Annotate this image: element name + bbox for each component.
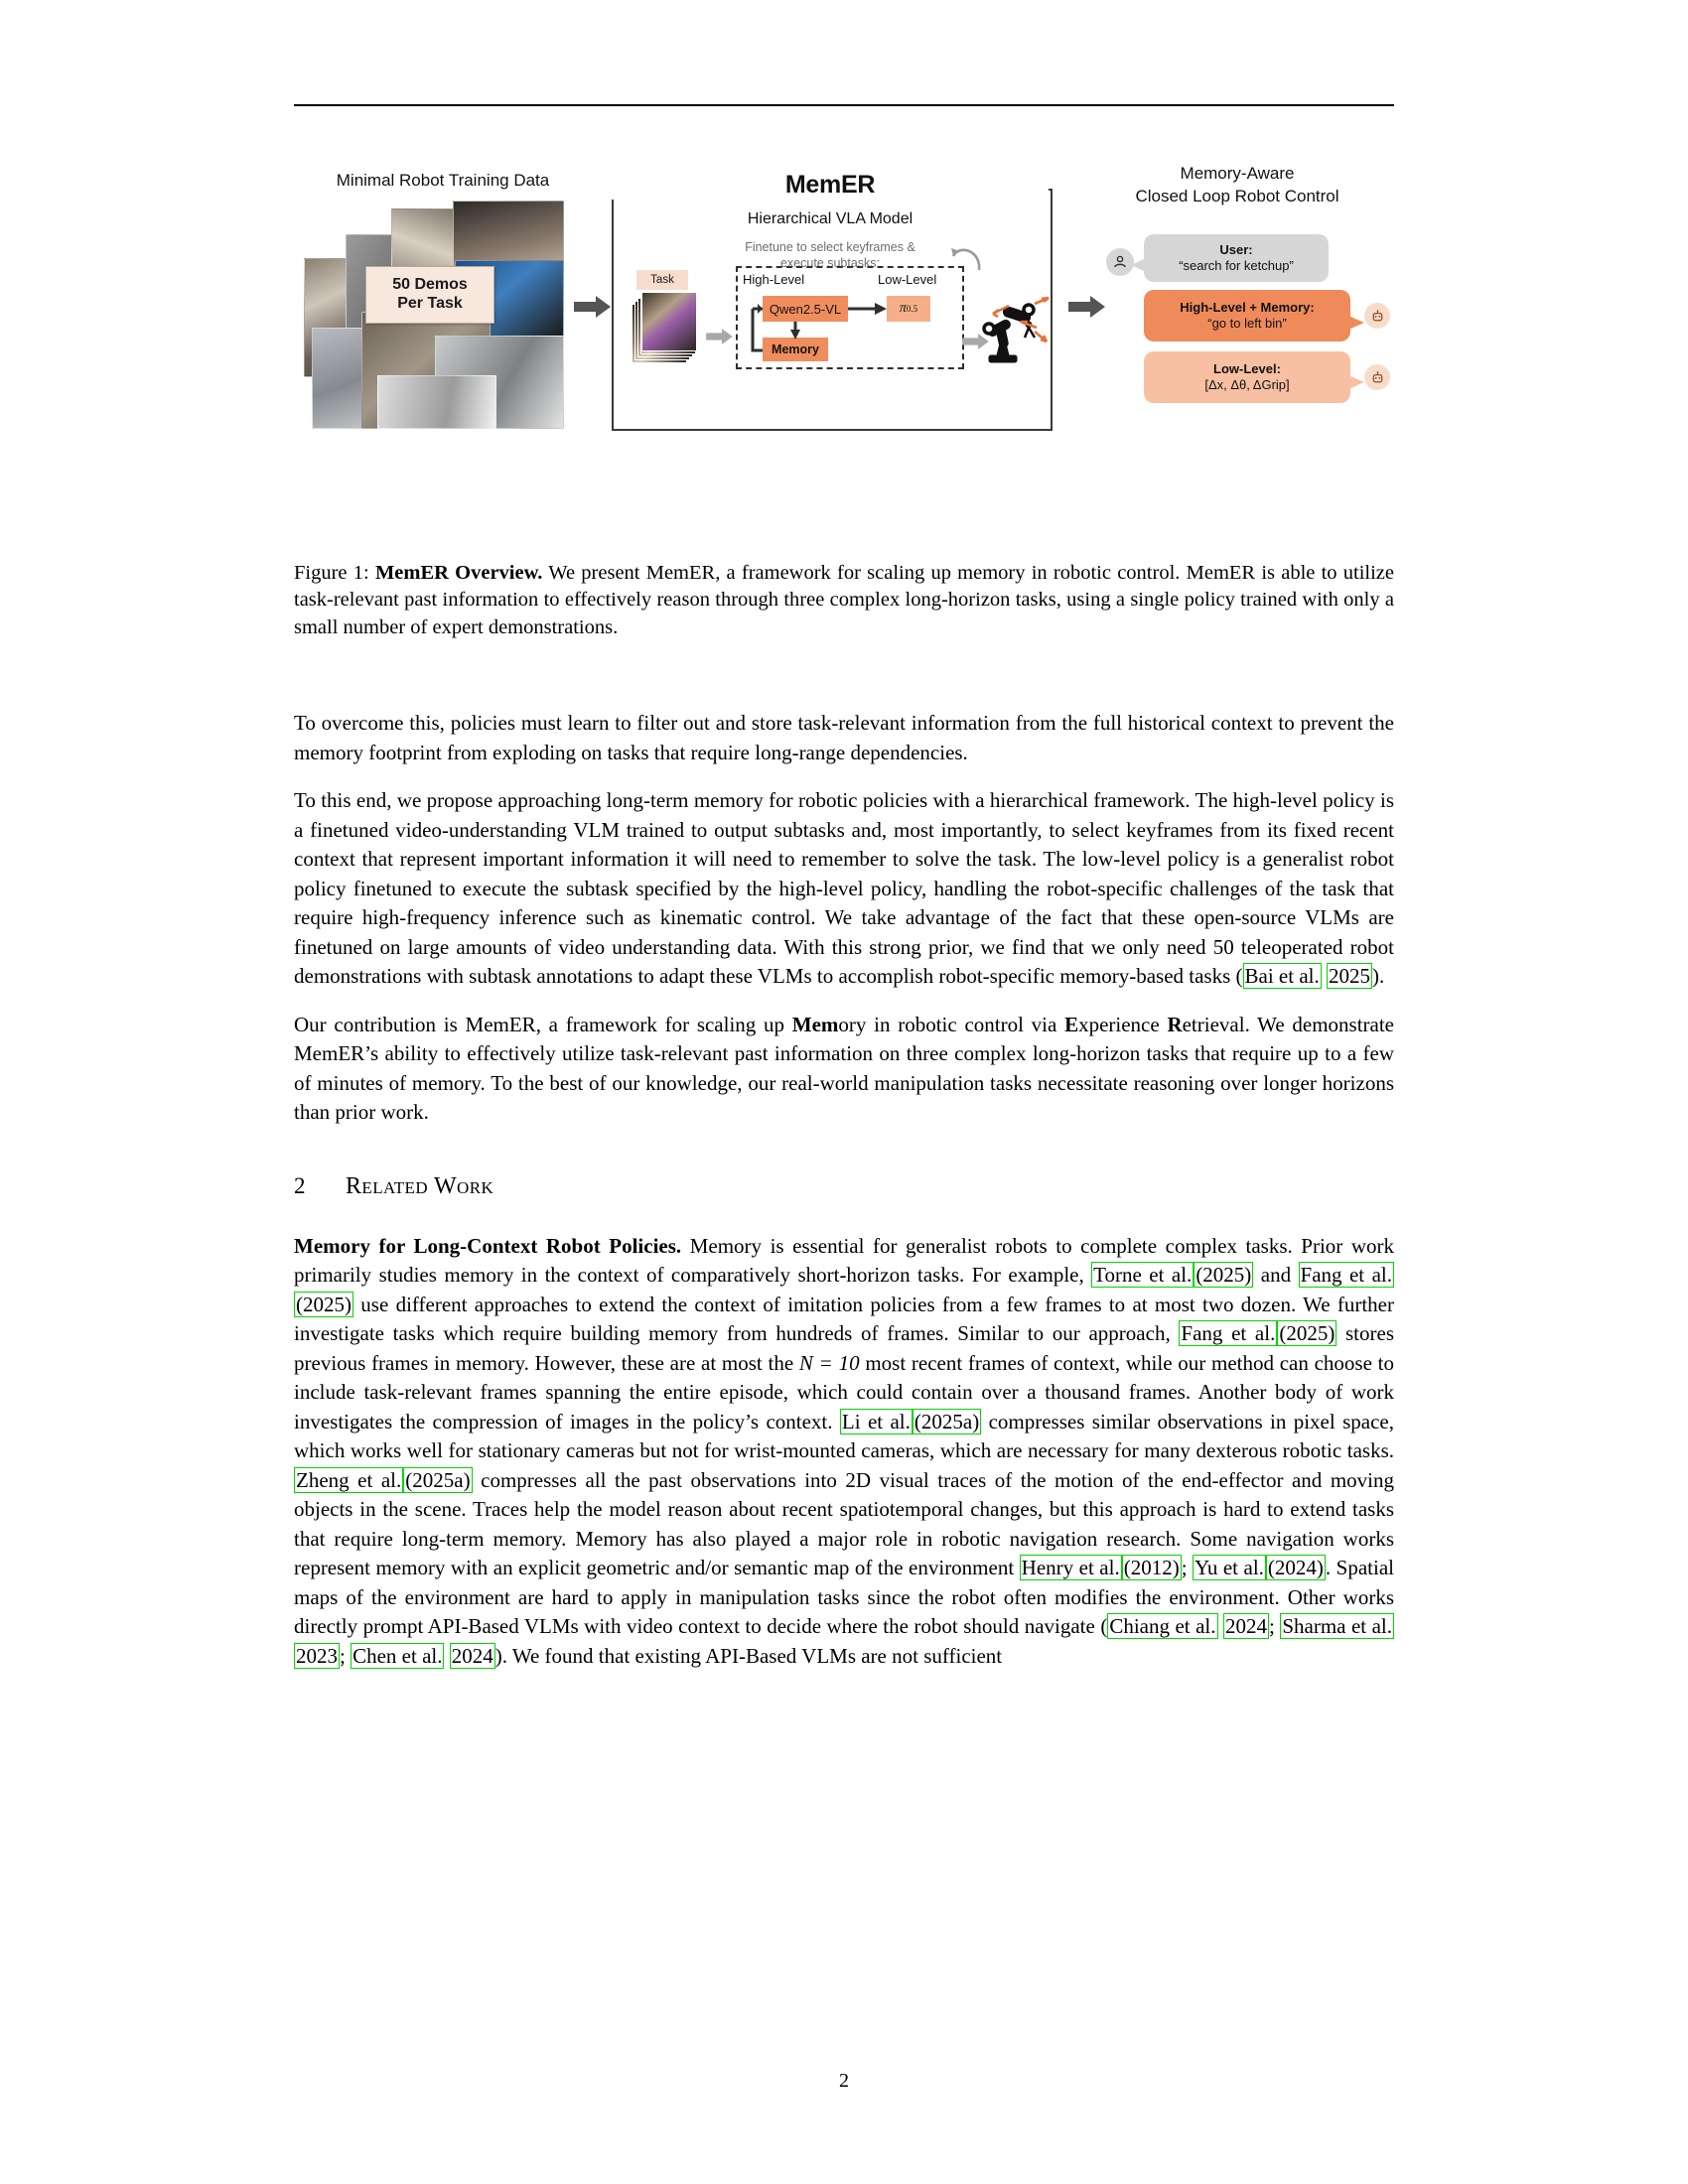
citation-fang2-author[interactable] <box>1179 1320 1277 1346</box>
paragraph-contribution <box>294 1011 1394 1128</box>
citation-li-author[interactable] <box>840 1409 913 1434</box>
figure-caption-label: Figure 1: <box>294 562 369 584</box>
bubble-user-text: “search for ketchup” <box>1179 258 1294 273</box>
citation-torne-author[interactable] <box>1091 1262 1194 1288</box>
figure-caption-text: We present MemER, a framework for scaling up memory in robotic control. MemER is able to utilize task-relevant past information to effectively reason through three complex long-horizon tasks, using a single policy trained with only a small number of expert demonstrations. <box>294 562 1394 638</box>
citation-henry-author-text: Henry et al. <box>1021 1556 1120 1580</box>
memer-subtitle: Hierarchical VLA Model <box>747 210 914 227</box>
rw-seg-4: stores previous frames in memory. However, these are at most the <box>294 1321 1395 1375</box>
contribution-mid: ory in robotic control via <box>838 1012 1065 1036</box>
citation-bai-author-text: Bai et al. <box>1244 964 1320 989</box>
citation-yu-year[interactable] <box>1266 1555 1326 1580</box>
citation-henry-year-text: (2012) <box>1123 1556 1180 1580</box>
figure-right-title <box>1088 163 1386 208</box>
arrow-right-icon <box>1068 296 1105 318</box>
rw-seg-2: and <box>1253 1263 1299 1288</box>
citation-fang-year[interactable] <box>294 1292 353 1317</box>
rw-seg-12: ). We found that existing API-Based VLMs are not sufficient <box>494 1643 1003 1668</box>
memer-note-line2: execute subtasks: <box>779 255 881 270</box>
contribution-tail: etrieval. We demonstrate MemER’s ability to effectively utilize task-relevant past information on three complex long-horizon tasks that require up to a few of minutes of memory. To the best of our knowledge, our real-world manipulation tasks necessitate reasoning over longer horizons than prior work. <box>294 1012 1395 1125</box>
citation-zheng-year-text: (2025a) <box>405 1467 471 1492</box>
low-level-label: Low-Level <box>878 272 937 287</box>
qwen-model-box: Qwen2.5-VL <box>763 296 848 322</box>
citation-chiang-year-text: 2024 <box>1225 1614 1267 1639</box>
section-number: 2 <box>294 1172 306 1198</box>
arrow-into-model-icon <box>706 329 733 344</box>
user-avatar-icon <box>1106 248 1134 276</box>
citation-zheng-author-text: Zheng et al. <box>296 1467 402 1492</box>
collage-tile <box>377 375 496 429</box>
robot-avatar-icon <box>1364 303 1390 329</box>
citation-henry-author[interactable] <box>1020 1555 1122 1580</box>
contribution-r-bold: R <box>1167 1012 1183 1036</box>
figure-canvas <box>294 149 1394 546</box>
task-frame-stack <box>632 292 697 365</box>
citation-fang-author[interactable] <box>1299 1262 1394 1288</box>
page-number: 2 <box>839 2070 849 2092</box>
rw-seg-1: Memory is essential for generalist robots to complete complex tasks. Prior work primarily studies memory in the context of comparatively short-horizon tasks. For example, <box>294 1233 1394 1288</box>
task-chip: Task <box>636 270 688 290</box>
citation-bai-author[interactable] <box>1243 963 1322 989</box>
model-connectors <box>736 266 964 369</box>
paragraph-overcome: To overcome this, policies must learn to filter out and store task-relevant information from the full historical context to prevent the memory footprint from exploding on tasks that require long-range dependencies. <box>294 711 1394 764</box>
citation-zheng-author[interactable] <box>294 1467 403 1493</box>
citation-chiang-year[interactable] <box>1223 1613 1269 1639</box>
figure-1 <box>294 149 1394 546</box>
figure-left-title: Minimal Robot Training Data <box>336 171 550 190</box>
citation-sharma-year[interactable] <box>294 1643 340 1669</box>
citation-torne-year[interactable] <box>1194 1262 1253 1288</box>
section-title: Related Work <box>346 1172 494 1199</box>
rw-seg-7: compresses all the past observations into 2D visual traces of the motion of the end-effector and moving objects in the scene. Traces help the model reason about recent spatiotemporal changes, but this approach is hard to extend tasks that require long-term memory. Memory has also played a major role in robotic navigation research. Some navigation works represent memory with an explicit geometric and/or semantic map of the environment <box>294 1467 1394 1580</box>
citation-chen-author-text: Chen et al. <box>352 1643 443 1668</box>
demos-per-task-label: Per Task <box>397 295 463 312</box>
rw-seg-8: ; <box>1181 1556 1194 1580</box>
citation-sharma-author-text: Sharma et al. <box>1282 1614 1392 1639</box>
bubble-user-speaker: User: <box>1219 241 1253 257</box>
citation-torne-author-text: Torne et al. <box>1093 1263 1193 1288</box>
bubble-high-speaker: High-Level + Memory: <box>1180 299 1315 315</box>
citation-bai-year-text: 2025 <box>1329 964 1370 989</box>
paragraph-approach-text: To this end, we propose approaching long-term memory for robotic policies with a hierarchical framework. The high-level policy is a finetuned video-understanding VLM trained to output subtasks and, most importantly, to select keyframes from its fixed recent context that represent important information it will need to remember to solve the task. The low-level policy is a generalist robot policy finetuned to execute the subtask specified by the high-level policy, handling the robot-specific challenges of the task that require high-frequency inference such as kinematic control. We take advantage of the fact that these open-source VLMs are finetuned on large amounts of video understanding data. With this strong prior, we find that we only need 50 teleoperated robot demonstrations with subtask annotations to adapt these VLMs to accomplish robot-specific memory-based tasks ( <box>294 788 1394 989</box>
bubble-low-speaker: Low-Level: <box>1213 360 1281 376</box>
rw-seg-5: most recent frames of context, while our method can choose to include task-relevant frames spanning the entire episode, which could contain over a thousand frames. Another body of work investigates the compression of images in the policy’s context. <box>294 1350 1394 1433</box>
figure-caption-title: MemER Overview. <box>374 562 543 584</box>
citation-yu-author-text: Yu et al. <box>1195 1556 1264 1580</box>
arrow-right-icon <box>574 296 611 318</box>
citation-li-year-text: (2025a) <box>914 1409 980 1433</box>
right-title-line1: Memory-Aware <box>1180 164 1295 183</box>
policy-subscript: 0.5 <box>906 304 918 314</box>
rw-seg-10: ; <box>1269 1614 1281 1639</box>
citation-bai-year[interactable] <box>1327 963 1372 989</box>
rw-seg-9: . Spatial maps of the environment are hard to apply in manipulation tasks since the robot often modifies the environment. Other works directly prompt API-Based VLMs with video context to decide where the robot should navigate ( <box>294 1556 1394 1639</box>
right-title-line2: Closed Loop Robot Control <box>1135 186 1339 205</box>
paragraph-approach-tail: ). <box>1372 964 1385 989</box>
citation-chen-author[interactable] <box>351 1643 444 1669</box>
paragraph-approach <box>294 786 1394 992</box>
demos-count-label: 50 Demos <box>392 276 468 294</box>
bubble-high-level <box>1144 290 1350 341</box>
bubble-high-text: “go to left bin” <box>1207 316 1287 331</box>
policy-symbol: π <box>899 301 907 316</box>
memer-title-text: MemER <box>775 171 885 199</box>
contribution-mem-bold: Mem <box>791 1012 839 1036</box>
citation-fang2-year[interactable] <box>1277 1320 1336 1346</box>
citation-yu-year-text: (2024) <box>1267 1556 1324 1580</box>
citation-fang-author-text: Fang et al. <box>1300 1263 1392 1288</box>
citation-yu-author[interactable] <box>1193 1555 1266 1580</box>
robot-avatar-icon <box>1364 364 1390 390</box>
memory-box: Memory <box>763 338 828 361</box>
run-in-heading: Memory for Long-Context Robot Policies. <box>294 1233 682 1258</box>
section-heading-related-work <box>294 1173 1394 1200</box>
citation-torne-year-text: (2025) <box>1196 1263 1252 1288</box>
citation-chiang-author-text: Chiang et al. <box>1109 1614 1216 1639</box>
citation-fang-year-text: (2025) <box>296 1292 352 1316</box>
rw-seg-11: ; <box>340 1643 352 1668</box>
citation-li-year[interactable] <box>913 1409 981 1434</box>
citation-sharma-author[interactable] <box>1280 1613 1394 1639</box>
paragraph-related-work <box>294 1232 1394 1672</box>
citation-chen-year[interactable] <box>450 1643 495 1669</box>
citation-chen-year-text: 2024 <box>451 1643 493 1668</box>
citation-fang2-author-text: Fang et al. <box>1181 1321 1276 1346</box>
demos-per-task-badge <box>365 266 494 324</box>
bubble-low-level <box>1144 351 1350 403</box>
citation-henry-year[interactable] <box>1122 1555 1182 1580</box>
math-n-equals-10: N = 10 <box>798 1350 860 1375</box>
high-level-label: High-Level <box>743 272 805 287</box>
contribution-lead: Our contribution is MemER, a framework for scaling up <box>294 1012 792 1036</box>
contribution-mid2: xperience <box>1078 1012 1168 1036</box>
contribution-e-bold: E <box>1064 1012 1079 1036</box>
rw-seg-3: use different approaches to extend the context of imitation policies from a few frames to at most two dozen. We further investigate tasks which require building memory from hundreds of frames. Similar to our approach, <box>294 1292 1394 1346</box>
citation-sharma-year-text: 2023 <box>296 1643 338 1668</box>
bubble-low-text: [Δx, Δθ, ΔGrip] <box>1204 377 1290 392</box>
citation-li-author-text: Li et al. <box>841 1409 911 1433</box>
rw-seg-6: compresses similar observations in pixel space, which works well for stationary cameras but not for wrist-mounted cameras, which are necessary for many dexterous robotic tasks. <box>294 1409 1394 1463</box>
citation-zheng-year[interactable] <box>403 1467 472 1493</box>
citation-chiang-author[interactable] <box>1107 1613 1217 1639</box>
figure-caption <box>294 560 1394 641</box>
content-column <box>294 149 1394 1690</box>
memer-title <box>612 171 1049 200</box>
header-rule <box>294 104 1394 106</box>
citation-fang2-year-text: (2025) <box>1279 1321 1336 1346</box>
robot-arm-icon <box>979 288 1053 365</box>
bubble-user <box>1144 234 1329 282</box>
memer-note-line1: Finetune to select keyframes & <box>745 240 915 254</box>
